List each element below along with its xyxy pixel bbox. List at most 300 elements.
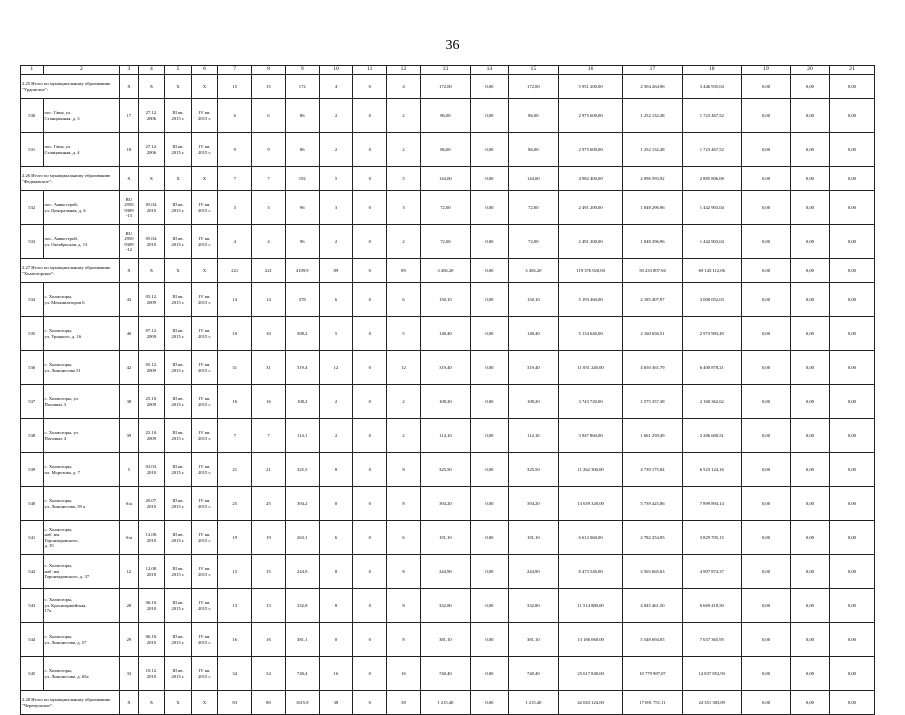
table-cell: 2 <box>319 385 353 419</box>
table-cell: 0,00 <box>741 385 790 419</box>
table-cell: 15 <box>218 555 252 589</box>
table-cell: 0,00 <box>791 317 830 351</box>
subtotal-label: 2.26 Итого по муниципальному образованию "Федьковское": <box>21 167 120 191</box>
table-cell: 16 <box>319 657 353 691</box>
table-cell: 86 <box>285 133 319 167</box>
subtotal-row <box>21 75 875 99</box>
table-cell: 0,00 <box>741 453 790 487</box>
table-cell: 0,00 <box>741 317 790 351</box>
table-cell: 381,1 <box>285 623 319 657</box>
table-cell: 3 <box>387 191 421 225</box>
table-cell: 7 637 365,95 <box>682 623 741 657</box>
table-cell: 0,00 <box>791 99 830 133</box>
table-cell: 3 565 665,63 <box>623 555 682 589</box>
table-cell: 0,00 <box>741 133 790 167</box>
table-cell: 12.08. 2010 <box>138 521 165 555</box>
table-cell: 244,90 <box>420 555 470 589</box>
table-cell: 0,00 <box>829 419 874 453</box>
address-cell: пос. Гавы, ул. Станционная, д. 3 <box>43 99 120 133</box>
table-cell: 0,00 <box>829 191 874 225</box>
table-cell: X <box>138 691 165 715</box>
table-cell: 0,00 <box>829 75 874 99</box>
table-cell: 144,00 <box>508 167 558 191</box>
table-cell: 0,00 <box>791 657 830 691</box>
column-number: 12 <box>387 66 421 75</box>
table-cell: 11 514 880,00 <box>558 589 622 623</box>
table-cell: IV кв. 2015 г. <box>191 351 218 385</box>
address-cell: с. Холмогоры, ул. Механизаторов 6 <box>43 283 120 317</box>
table-cell: 3 743 720,00 <box>558 385 622 419</box>
table-cell: 114,10 <box>508 419 558 453</box>
table-cell: 0,00 <box>470 75 508 99</box>
table-cell: 114,1 <box>285 419 319 453</box>
table-row <box>21 555 875 589</box>
table-cell: 96 <box>285 191 319 225</box>
table-cell: 6 523 124,16 <box>682 453 741 487</box>
table-cell: X <box>165 167 192 191</box>
table-cell: III кв. 2015 г. <box>165 521 192 555</box>
table-cell: 0,00 <box>829 589 874 623</box>
table-cell: 263,1 <box>285 521 319 555</box>
table-cell: 12 <box>319 351 353 385</box>
table-cell: 4 907 874,37 <box>682 555 741 589</box>
table-cell: 13 186 060,00 <box>558 623 622 657</box>
table-cell: 2 885 806,08 <box>682 167 741 191</box>
table-cell: 0,00 <box>741 99 790 133</box>
table-cell: 0 <box>353 385 387 419</box>
address-cell: с. Холмогоры, ул. Ломоносова, 59 а <box>43 487 120 521</box>
table-cell: 17 <box>120 99 138 133</box>
address-cell: с. Холмогоры, пл. Морозова, д. 7 <box>43 453 120 487</box>
table-cell: 0,00 <box>791 419 830 453</box>
table-cell: 308,2 <box>285 317 319 351</box>
column-number: 7 <box>218 66 252 75</box>
table-cell: 394,20 <box>420 487 470 521</box>
table-cell: 381,10 <box>508 623 558 657</box>
table-cell: 05.04. 2010 <box>138 191 165 225</box>
table-cell: 740,4 <box>285 657 319 691</box>
table-cell: 10 <box>252 317 286 351</box>
table-cell: III кв. 2015 г. <box>165 419 192 453</box>
table-row <box>21 385 875 419</box>
table-cell: 89 <box>319 259 353 283</box>
table-cell: 7 <box>218 419 252 453</box>
row-number: 545 <box>21 657 44 691</box>
table-cell: 0,00 <box>470 623 508 657</box>
table-cell: 6 <box>252 99 286 133</box>
table-cell: 0,00 <box>741 167 790 191</box>
table-cell: 0,00 <box>470 589 508 623</box>
table-cell: 1615,8 <box>285 691 319 715</box>
table-cell: X <box>165 259 192 283</box>
table-cell: 0,00 <box>470 317 508 351</box>
table-row <box>21 419 875 453</box>
table-cell: 0 <box>353 419 387 453</box>
table-cell: 5 951 200,00 <box>558 75 622 99</box>
table-cell: 191,10 <box>420 521 470 555</box>
table-cell: III кв. 2015 г. <box>165 589 192 623</box>
table-cell: 50 233 807,94 <box>623 259 682 283</box>
table-cell: 12.08. 2010 <box>138 555 165 589</box>
table-row <box>21 589 875 623</box>
table-cell: IV кв. 2015 г. <box>191 623 218 657</box>
subtotal-label: 2.27 Итого по муниципальному образованию "Холмогорское": <box>21 259 120 283</box>
table-cell: 34 <box>218 657 252 691</box>
table-cell: 1 252 132,48 <box>623 133 682 167</box>
table-cell: 0,00 <box>791 133 830 167</box>
table-cell: 144,00 <box>420 167 470 191</box>
table-cell: III кв. 2015 г. <box>165 283 192 317</box>
table-cell: 10 779 987,07 <box>623 657 682 691</box>
table-cell: 2 504 264,96 <box>623 75 682 99</box>
table-cell: 0,00 <box>829 351 874 385</box>
table-cell: 13 639 320,00 <box>558 487 622 521</box>
table-cell: 7 <box>252 167 286 191</box>
table-cell: 2 <box>387 99 421 133</box>
table-cell: X <box>191 75 218 99</box>
address-cell: пос. Аавкострой, ул. Октябрьская, д. 13 <box>43 225 120 259</box>
table-cell: IV кв. 2015 г. <box>191 317 218 351</box>
row-number: 536 <box>21 351 44 385</box>
table-cell: 31 <box>252 351 286 385</box>
table-cell: 381,10 <box>420 623 470 657</box>
table-cell: 0,00 <box>829 453 874 487</box>
table-cell: X <box>191 167 218 191</box>
table-cell: 0,00 <box>829 623 874 657</box>
table-cell: 2 160 656,51 <box>623 317 682 351</box>
table-cell: 0 <box>353 351 387 385</box>
table-cell: 5 548 694,05 <box>623 623 682 657</box>
subtotal-label: 2.28 Итого по муниципальному образованию "Черемушское": <box>21 691 120 715</box>
table-cell: 86 <box>285 99 319 133</box>
table-cell: 7 <box>252 419 286 453</box>
table-cell: 0 <box>353 225 387 259</box>
table-cell: 10.12. 2010 <box>138 657 165 691</box>
table-cell: 89 <box>387 259 421 283</box>
table-cell: 20.07. 2010 <box>138 487 165 521</box>
table-cell: 7 <box>218 167 252 191</box>
table-cell: 119 376 920,00 <box>558 259 622 283</box>
table-cell: 6 400 878,21 <box>682 351 741 385</box>
table-cell: 2 096 593,92 <box>623 167 682 191</box>
table-cell: 0,00 <box>829 521 874 555</box>
table-cell: 19 <box>252 521 286 555</box>
table-cell: 578 <box>285 283 319 317</box>
row-number: 538 <box>21 419 44 453</box>
table-row <box>21 191 875 225</box>
table-cell: X <box>165 75 192 99</box>
table-row <box>21 99 875 133</box>
table-cell: 0,00 <box>791 75 830 99</box>
table-cell: 42 043 124,00 <box>558 691 622 715</box>
table-cell: 394,20 <box>508 487 558 521</box>
table-cell: 0,00 <box>791 623 830 657</box>
table-cell: 4 <box>252 225 286 259</box>
table-cell: 0,00 <box>741 589 790 623</box>
table-row <box>21 283 875 317</box>
table-cell: 0,00 <box>791 453 830 487</box>
table-cell: 0,00 <box>741 75 790 99</box>
table-cell: 24 351 383,89 <box>682 691 741 715</box>
table-row <box>21 225 875 259</box>
table-cell: 0,00 <box>829 259 874 283</box>
table-cell: 0 <box>353 623 387 657</box>
table-cell: 6 <box>387 283 421 317</box>
table-cell: 0,00 <box>470 283 508 317</box>
table-cell: 148,40 <box>420 317 470 351</box>
table-cell: 319,40 <box>508 351 558 385</box>
address-cell: с. Холмогоры, наб. им Горончаровского, д. 37 <box>43 555 120 589</box>
table-cell: 0,00 <box>741 691 790 715</box>
table-cell: 4 <box>319 75 353 99</box>
table-cell: 2 <box>319 225 353 259</box>
subtotal-row <box>21 691 875 715</box>
address-cell: с. Холмогоры, ул. Поповых 3 <box>43 385 120 419</box>
column-number: 4 <box>138 66 165 75</box>
table-cell: III кв. 2015 г. <box>165 555 192 589</box>
row-number: 532 <box>21 191 44 225</box>
table-cell: 14 837 852,93 <box>682 657 741 691</box>
table-cell: X <box>138 75 165 99</box>
address-cell: с. Холмогоры, ул. Ломоносова, д. 57 <box>43 623 120 657</box>
table-cell: 221 <box>218 259 252 283</box>
table-cell: 72,00 <box>420 191 470 225</box>
table-cell: 12 <box>120 555 138 589</box>
table-cell: 69 143 112,06 <box>682 259 741 283</box>
table-cell: 8 <box>387 589 421 623</box>
column-number: 16 <box>558 66 622 75</box>
table-cell: 27.12. 2006 <box>138 133 165 167</box>
table-cell: 172,00 <box>508 75 558 99</box>
table-cell: 5 <box>387 167 421 191</box>
table-cell: 0,00 <box>470 259 508 283</box>
column-number: 1 <box>21 66 44 75</box>
table-cell: 11 262 300,00 <box>558 453 622 487</box>
table-cell: 332,80 <box>420 589 470 623</box>
table-cell: 0 <box>353 99 387 133</box>
table-cell: 0,00 <box>829 385 874 419</box>
table-cell: IV кв. 2015 г. <box>191 657 218 691</box>
row-number: 534 <box>21 283 44 317</box>
table-cell: 12 <box>387 351 421 385</box>
table-cell: X <box>138 259 165 283</box>
table-cell: 31 <box>218 351 252 385</box>
table-row <box>21 351 875 385</box>
table-cell: 4 <box>387 75 421 99</box>
column-number: 6 <box>191 66 218 75</box>
table-cell: 05.04. 2010 <box>138 225 165 259</box>
address-cell: с. Холмогоры, ул. Поповых 4 <box>43 419 120 453</box>
table-cell: IV кв. 2015 г. <box>191 225 218 259</box>
table-cell: 1 661 259,49 <box>623 419 682 453</box>
table-cell: III кв. 2015 г. <box>165 453 192 487</box>
table-cell: 325,5 <box>285 453 319 487</box>
table-cell: 38 <box>387 691 421 715</box>
column-number-row <box>21 66 875 75</box>
table-cell: 3 <box>319 191 353 225</box>
address-cell: с. Холмогоры, наб. им. Горончаровского, д. 35 <box>43 521 120 555</box>
table-cell: 2 <box>319 99 353 133</box>
table-cell: 0,00 <box>791 283 830 317</box>
table-cell: 40 <box>120 317 138 351</box>
table-cell: б/н <box>120 487 138 521</box>
row-number: 539 <box>21 453 44 487</box>
table-cell: 25 <box>218 487 252 521</box>
table-cell: 0,00 <box>470 167 508 191</box>
table-cell: 0,00 <box>470 99 508 133</box>
table-cell: 221 <box>252 259 286 283</box>
table-cell: 8 <box>387 453 421 487</box>
table-cell: 4 <box>218 225 252 259</box>
table-cell: 42 <box>120 351 138 385</box>
table-cell: 6 612 060,00 <box>558 521 622 555</box>
table-cell: 06.10. 2010 <box>138 589 165 623</box>
table-cell: X <box>120 167 138 191</box>
table-cell: 3 008 052,03 <box>682 283 741 317</box>
table-cell: 86,00 <box>508 99 558 133</box>
row-number: 530 <box>21 99 44 133</box>
column-number: 2 <box>43 66 120 75</box>
table-cell: 4109,9 <box>285 259 319 283</box>
table-cell: 108,2 <box>285 385 319 419</box>
table-cell: 8 <box>319 453 353 487</box>
table-cell: 0 <box>353 589 387 623</box>
table-cell: 4 739 175,84 <box>623 453 682 487</box>
table-cell: 43 <box>120 283 138 317</box>
table-cell: 172 <box>285 75 319 99</box>
table-cell: IV кв. 2015 г. <box>191 555 218 589</box>
table-cell: 3 947 860,00 <box>558 419 622 453</box>
table-cell: IV кв. 2015 г. <box>191 191 218 225</box>
table-cell: 0,00 <box>741 351 790 385</box>
column-number: 17 <box>623 66 682 75</box>
table-cell: 6 <box>387 521 421 555</box>
table-cell: 2 <box>319 419 353 453</box>
table-cell: 0,00 <box>791 191 830 225</box>
table-cell: 96 <box>285 225 319 259</box>
table-cell: 0,00 <box>741 283 790 317</box>
table-cell: X <box>191 259 218 283</box>
table-cell: 72,00 <box>508 191 558 225</box>
table-cell: 0,00 <box>741 657 790 691</box>
table-cell: III кв. 2015 г. <box>165 133 192 167</box>
table-cell: 0 <box>353 317 387 351</box>
table-cell: 1 215,40 <box>420 691 470 715</box>
table-cell: 0,00 <box>470 657 508 691</box>
table-cell: 0,00 <box>791 487 830 521</box>
table-cell: 9 <box>218 133 252 167</box>
table-cell: 86,00 <box>420 99 470 133</box>
table-cell: 2 491 200,00 <box>558 225 622 259</box>
table-cell: IV кв. 2015 г. <box>191 283 218 317</box>
table-cell: 244,9 <box>285 555 319 589</box>
table-cell: 27.12. 2006 <box>138 99 165 133</box>
column-number: 10 <box>319 66 353 75</box>
table-cell: III кв. 2015 г. <box>165 225 192 259</box>
table-cell: 80 <box>252 691 286 715</box>
table-cell: X <box>120 691 138 715</box>
table-cell: 0,00 <box>829 317 874 351</box>
table-cell: III кв. 2015 г. <box>165 99 192 133</box>
table-cell: 0,00 <box>470 453 508 487</box>
table-cell: 0,00 <box>791 589 830 623</box>
subtotal-row <box>21 167 875 191</box>
table-cell: 2 <box>319 133 353 167</box>
table-cell: 5 <box>319 317 353 351</box>
table-cell: 2 <box>387 385 421 419</box>
table-cell: 4 845 461,50 <box>623 589 682 623</box>
table-cell: 0,00 <box>791 351 830 385</box>
table-cell: 8 <box>319 555 353 589</box>
table-cell: 0,00 <box>829 133 874 167</box>
table-cell: 3 456,20 <box>420 259 470 283</box>
table-cell: 0,00 <box>829 691 874 715</box>
address-cell: с. Холмогоры, ул. Урицкого, д. 16 <box>43 317 120 351</box>
table-cell: 0,00 <box>829 555 874 589</box>
table-cell: 9 <box>252 133 286 167</box>
table-cell: IV кв. 2015 г. <box>191 419 218 453</box>
table-cell: 1 575 357,38 <box>623 385 682 419</box>
table-cell: 0,00 <box>829 283 874 317</box>
table-cell: 16 <box>387 657 421 691</box>
table-cell: 0,00 <box>470 691 508 715</box>
table-cell: III кв. 2015 г. <box>165 487 192 521</box>
table-cell: 25 <box>252 487 286 521</box>
table-cell: 0 <box>353 167 387 191</box>
table-cell: 8 <box>319 589 353 623</box>
column-number: 13 <box>420 66 470 75</box>
table-cell: 0 <box>353 75 387 99</box>
table-cell: RU 2950 9309 -13 <box>120 191 138 225</box>
table-cell: 319,40 <box>420 351 470 385</box>
address-cell: с. Холмогоры, ул. Ломоносова 51 <box>43 351 120 385</box>
table-cell: X <box>191 691 218 715</box>
table-cell: 114,10 <box>420 419 470 453</box>
table-cell: 15 <box>218 75 252 99</box>
table-cell: 0 <box>353 191 387 225</box>
table-cell: 172,00 <box>420 75 470 99</box>
table-cell: 0,00 <box>741 521 790 555</box>
row-number: 540 <box>21 487 44 521</box>
address-cell: с. Холмогоры, ул. Ломоносова, д. 65а <box>43 657 120 691</box>
table-cell: 740,40 <box>420 657 470 691</box>
table-cell: 14 <box>252 283 286 317</box>
table-cell: X <box>138 167 165 191</box>
table-cell: 0,00 <box>791 555 830 589</box>
table-cell: 16 <box>218 385 252 419</box>
table-cell: 21 <box>252 453 286 487</box>
row-number: 541 <box>21 521 44 555</box>
table-cell: IV кв. 2015 г. <box>191 453 218 487</box>
table-cell: 5 739 425,86 <box>623 487 682 521</box>
table-cell: 5 <box>120 453 138 487</box>
table-cell: 2 973 983,49 <box>682 317 741 351</box>
table-cell: 0,00 <box>470 133 508 167</box>
column-number: 19 <box>741 66 790 75</box>
table-cell: 14 <box>218 283 252 317</box>
table-row <box>21 521 875 555</box>
table-cell: 2 <box>387 419 421 453</box>
table-cell: 0,00 <box>829 167 874 191</box>
table-cell: 0 <box>353 657 387 691</box>
table-cell: 1 723 467,52 <box>682 99 741 133</box>
table-cell: 0,00 <box>791 167 830 191</box>
table-cell: 8 <box>387 487 421 521</box>
table-cell: IV кв. 2015 г. <box>191 133 218 167</box>
table-cell: 1 048 296,96 <box>623 225 682 259</box>
table-cell: 13 <box>252 589 286 623</box>
table-cell: 2 975 600,00 <box>558 99 622 133</box>
